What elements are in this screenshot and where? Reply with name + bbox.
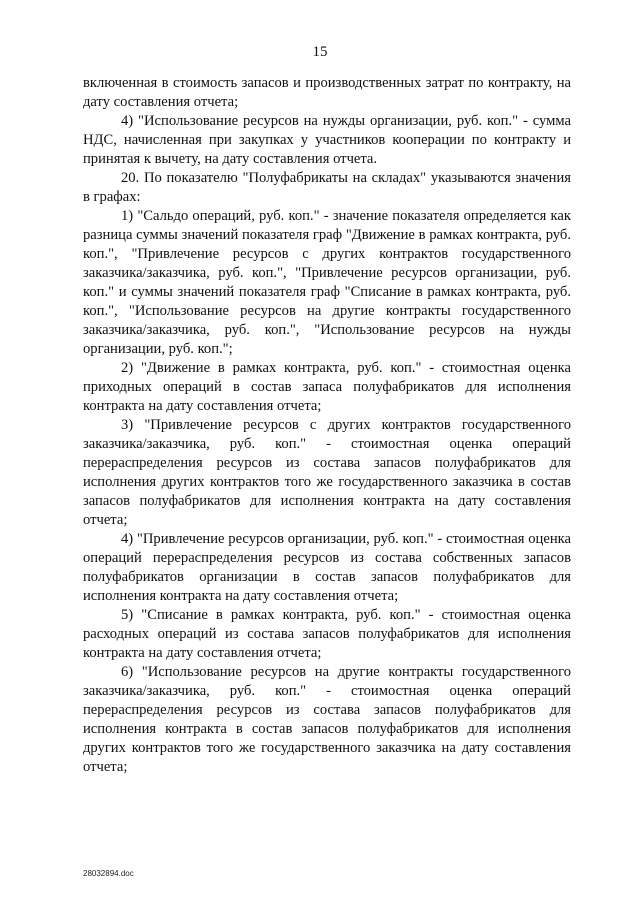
footer-file-code: 28032894.doc <box>83 869 134 878</box>
paragraph-item-2-movement: 2) "Движение в рамках контракта, руб. коп." - стоимостная оценка приходных операций в состав запаса полуфабрикатов для исполнения контракта на дату составления отчета; <box>83 360 571 414</box>
paragraph-item-4-organization: 4) "Привлечение ресурсов организации, руб. коп." - стоимостная оценка операций перераспределения ресурсов из состава собственных запасов полуфабрикатов организации в состав запасов полуфабрикатов для исполнения контракта на дату составления отчета; <box>83 531 571 604</box>
paragraph-section-20: 20. По показателю "Полуфабрикаты на складах" указываются значения в графах: <box>83 170 571 205</box>
paragraph-item-5-write-off: 5) "Списание в рамках контракта, руб. коп." - стоимостная оценка расходных операций из состава запасов полуфабрикатов для исполнения контракта на дату составления отчета; <box>83 607 571 661</box>
paragraph-item-3-other-contracts: 3) "Привлечение ресурсов с других контрактов государственного заказчика/заказчика, руб. коп." - стоимостная оценка операций перераспределения ресурсов из состава запасов полуфабрикатов для исполнения других контрактов того же государственного заказчика в состав запасов полуфабрикатов для исполнения контракта на дату составления отчета; <box>83 417 571 528</box>
document-body <box>83 74 571 777</box>
paragraph-item-4-nds: 4) "Использование ресурсов на нужды организации, руб. коп." - сумма НДС, начисленная при закупках у участников кооперации по контракту и принятая к вычету, на дату составления отчета. <box>83 113 571 167</box>
page-number: 15 <box>312 44 328 60</box>
paragraph-item-1-saldo: 1) "Сальдо операций, руб. коп." - значение показателя определяется как разница суммы значений показателя граф "Движение в рамках контракта, руб. коп.", "Привлечение ресурсов с других контрактов государственного заказчика/заказчика, руб. коп.", "Привлечение ресурсов организации, руб. коп." и суммы значений показателя граф "Списание в рамках контракта, руб. коп.", "Использование ресурсов на другие контракты государственного заказчика/заказчика, руб. коп.", "Использование ресурсов на нужды организации, руб. коп."; <box>83 208 571 357</box>
paragraph-continuation: включенная в стоимость запасов и производственных затрат по контракту, на дату составления отчета; <box>83 75 571 110</box>
paragraph-item-6-use-other-contracts: 6) "Использование ресурсов на другие контракты государственного заказчика/заказчика, руб. коп." - стоимостная оценка операций перераспределения ресурсов из состава запасов полуфабрикатов для исполнения контракта в состав запасов полуфабрикатов для исполнения других контрактов того же государственного заказчика на дату составления отчета; <box>83 664 571 775</box>
